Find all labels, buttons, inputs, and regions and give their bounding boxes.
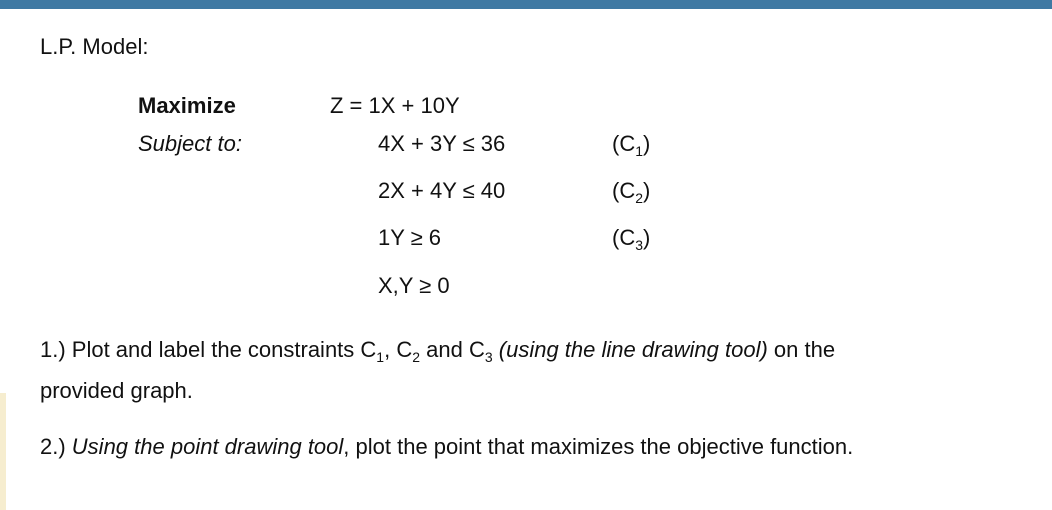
constraint-c3: 1Y ≥ 6 [378, 225, 442, 250]
top-border-bar [0, 0, 1052, 9]
constraint-label-c1: $(C_1)$ [612, 131, 651, 159]
subject-to-label: Subject to: [138, 131, 242, 156]
left-accent-strip [0, 393, 6, 510]
model-heading: L.P. Model: [40, 34, 149, 59]
constraint-label-c3: $(C_3)$ [612, 225, 651, 253]
maximize-label: Maximize [138, 93, 236, 118]
question-1: 1.) Plot and label the constraints $C_1$, $C_2$ and $C_3$ (using the line drawing tool) on the [40, 337, 836, 365]
non-negativity-constraint: X,Y ≥ 0 [378, 273, 450, 298]
constraint-c1: 4X + 3Y ≤ 36 [378, 131, 506, 156]
constraint-label-c2: $(C_2)$ [612, 178, 651, 206]
question-2: 2.) Using the point drawing tool, plot the point that maximizes the objective function. [40, 434, 854, 459]
objective-function: Z = 1X + 10Y [330, 93, 460, 118]
constraint-c2: 2X + 4Y ≤ 40 [378, 178, 506, 203]
question-1-line-2: provided graph. [40, 378, 193, 403]
